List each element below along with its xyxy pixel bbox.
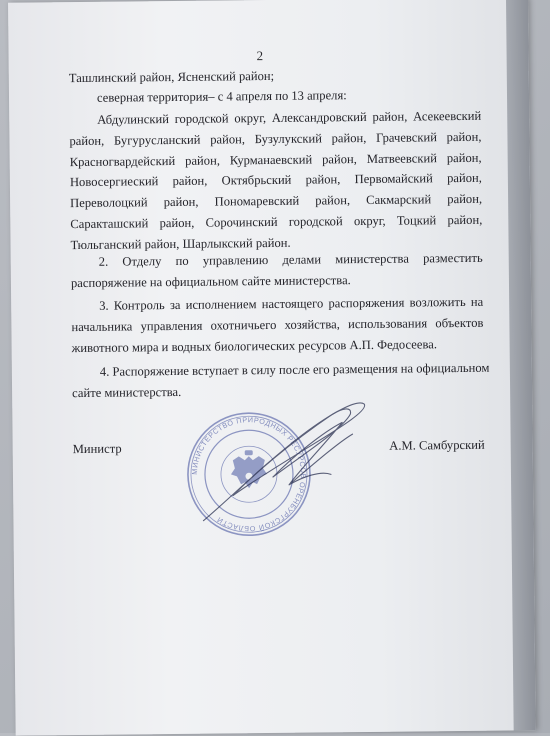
territory-heading (69, 84, 481, 109)
district-line: район, Бугурусланский район, Бузулукский район, Грачевский район, (69, 129, 482, 148)
item-2 (71, 248, 483, 294)
page-number: 2 (256, 48, 264, 64)
territory-label: северная территория– с 4 апреля по 13 апреля: (96, 88, 347, 105)
item-3 (71, 292, 484, 359)
seal-ring-text: МИНИСТЕРСТВО ПРИРОДНЫХ РЕСУРСОВ ОРЕНБУРГСКОЙ ОБЛАСТИ (189, 415, 309, 534)
item-3-line: начальника управления охотничьего хозяйства, использования объектов (71, 315, 484, 334)
item-2-line: распоряжение на официальном сайте министерства. (70, 272, 351, 290)
signatory-title: Министр (72, 441, 122, 457)
district-line: Новосергиеский район, Октябрьский район, Первомайский район, (69, 171, 482, 190)
district-line: Красногвардейский район, Курманаевский район, Матвеевский район, (69, 150, 482, 169)
district-line: Абдулинский городской округ, Александровский район, Асекеевский (97, 108, 482, 127)
item-3-line: 3. Контроль за исполнением настоящего распоряжения возложить на (99, 294, 484, 313)
handwritten-signature (192, 384, 374, 536)
signatory-name: А.М. Самбурский (389, 437, 485, 453)
item-4-line: 4. Распоряжение вступает в силу после его размещения на официальном (99, 360, 490, 379)
item-3-line: животного мира и водных биологических ресурсов А.П. Федосеева. (71, 336, 437, 355)
district-line: Тюльганский район, Шарлыкский район. (70, 235, 291, 252)
item-2-line: 2. Отделу по управлению делами министерства разместить (98, 250, 483, 269)
item-4-line: сайте министерства. (72, 384, 182, 400)
opening-line-text: Ташлинский район, Ясненский район; (68, 68, 275, 86)
district-line: Переволоцкий район, Пономаревский район, Сакмарский район, (70, 191, 483, 211)
district-line: Саракташский район, Сорочинский городской округ, Тоцкий район, (70, 212, 483, 232)
document-page (8, 0, 536, 736)
page-edge-shadow (506, 0, 536, 730)
district-list (69, 106, 483, 256)
